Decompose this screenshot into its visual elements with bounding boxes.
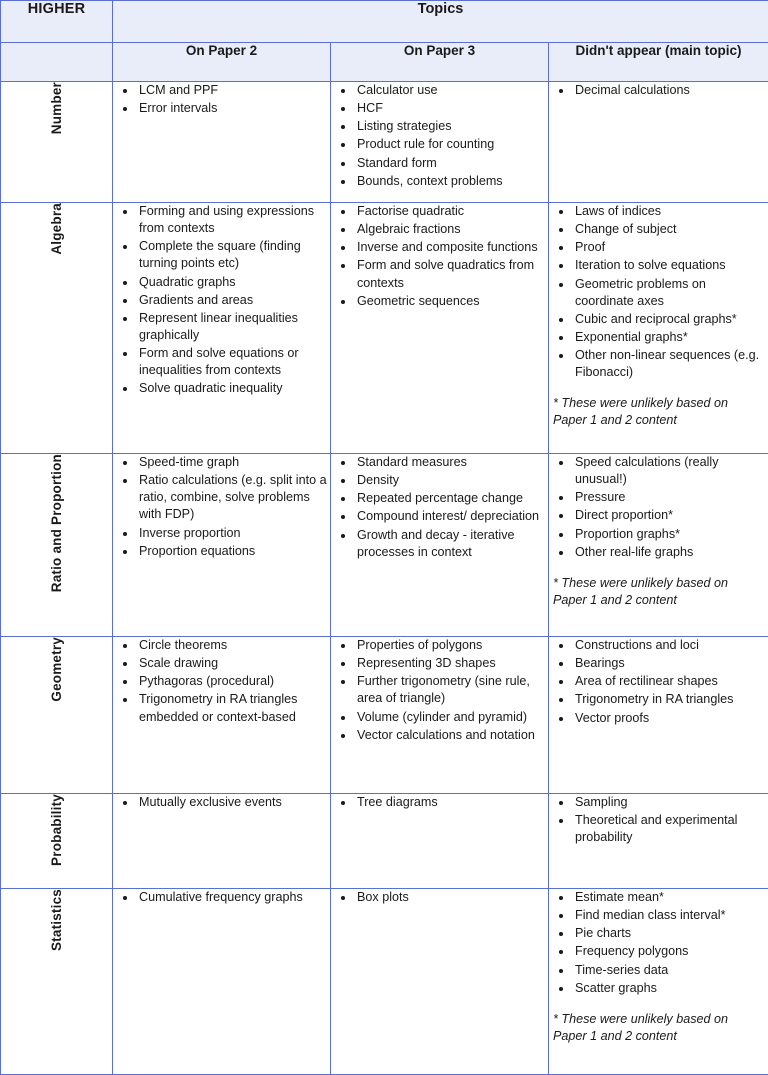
cell-probability-paper3 <box>331 794 549 889</box>
cell-number-paper2 <box>113 82 331 203</box>
list-item: • Other non-linear sequences (e.g. Fibonacci) <box>573 347 768 381</box>
list-item: • Sampling <box>573 794 768 811</box>
header-row-top <box>1 1 768 43</box>
list-item: • Vector calculations and notation <box>355 727 548 744</box>
list-item: • Gradients and areas <box>137 292 330 309</box>
list-item: • Calculator use <box>355 82 548 99</box>
list-item: • Represent linear inequalities graphically <box>137 310 330 344</box>
list-item: • Proof <box>573 239 768 256</box>
topic-list <box>331 82 548 190</box>
list-item: • Growth and decay - iterative processes in context <box>355 527 548 561</box>
topic-list <box>331 637 548 744</box>
cell-ratio-paper2 <box>113 454 331 637</box>
cell-number-absent <box>549 82 768 203</box>
list-item: • Scale drawing <box>137 655 330 672</box>
list-item: • Pythagoras (procedural) <box>137 673 330 690</box>
topic-list <box>331 794 548 811</box>
table-row-number <box>1 82 768 203</box>
list-item: • Other real-life graphs <box>573 544 768 561</box>
row-label-number <box>1 82 113 203</box>
list-item: • Pie charts <box>573 925 768 942</box>
topic-list <box>113 203 330 397</box>
list-item: • Complete the square (finding turning points etc) <box>137 238 330 272</box>
cell-statistics-paper3 <box>331 889 549 1075</box>
list-item: • Exponential graphs* <box>573 329 768 346</box>
cell-algebra-paper3 <box>331 203 549 454</box>
list-item: • Box plots <box>355 889 548 906</box>
cell-geometry-paper3 <box>331 637 549 794</box>
cell-algebra-absent <box>549 203 768 454</box>
cell-probability-paper2 <box>113 794 331 889</box>
list-item: • Error intervals <box>137 100 330 117</box>
list-item: • Forming and using expressions from contexts <box>137 203 330 237</box>
row-label-text: Number <box>49 82 64 134</box>
list-item: • Time-series data <box>573 962 768 979</box>
table-row-statistics <box>1 889 768 1075</box>
list-item: • Quadratic graphs <box>137 274 330 291</box>
list-item: • Density <box>355 472 548 489</box>
list-item: • Vector proofs <box>573 710 768 727</box>
header-higher: HIGHER <box>1 1 113 43</box>
cell-ratio-absent <box>549 454 768 637</box>
list-item: • Representing 3D shapes <box>355 655 548 672</box>
cell-statistics-paper2 <box>113 889 331 1075</box>
table-header <box>1 1 768 82</box>
column-header-didnt-appear: Didn't appear (main topic) <box>549 43 768 82</box>
list-item: • LCM and PPF <box>137 82 330 99</box>
list-item: • Compound interest/ depreciation <box>355 508 548 525</box>
list-item: • Form and solve equations or inequalities from contexts <box>137 345 330 379</box>
header-topics: Topics <box>113 1 768 43</box>
header-row-columns <box>1 43 768 82</box>
topic-list <box>549 637 768 727</box>
topic-list <box>549 454 768 561</box>
table-row-probability <box>1 794 768 889</box>
cell-probability-absent <box>549 794 768 889</box>
list-item: • Geometric sequences <box>355 293 548 310</box>
list-item: • Proportion graphs* <box>573 526 768 543</box>
table-row-algebra <box>1 203 768 454</box>
list-item: • Cumulative frequency graphs <box>137 889 330 906</box>
cell-geometry-paper2 <box>113 637 331 794</box>
list-item: • Factorise quadratic <box>355 203 548 220</box>
list-item: • Properties of polygons <box>355 637 548 654</box>
list-item: • Estimate mean* <box>573 889 768 906</box>
cell-number-paper3 <box>331 82 549 203</box>
list-item: • HCF <box>355 100 548 117</box>
list-item: • Repeated percentage change <box>355 490 548 507</box>
list-item: • Direct proportion* <box>573 507 768 524</box>
row-label-algebra <box>1 203 113 454</box>
list-item: • Trigonometry in RA triangles embedded or context-based <box>137 691 330 725</box>
list-item: • Form and solve quadratics from contexts <box>355 257 548 291</box>
list-item: • Further trigonometry (sine rule, area of triangle) <box>355 673 548 707</box>
list-item: • Solve quadratic inequality <box>137 380 330 397</box>
topic-list <box>331 203 548 310</box>
topic-list <box>331 889 548 906</box>
footnote: * These were unlikely based on Paper 1 and 2 content <box>549 575 768 609</box>
list-item: • Iteration to solve equations <box>573 257 768 274</box>
table-row-geometry <box>1 637 768 794</box>
topic-list <box>549 794 768 846</box>
list-item: • Circle theorems <box>137 637 330 654</box>
list-item: • Standard measures <box>355 454 548 471</box>
row-label-geometry <box>1 637 113 794</box>
row-label-statistics <box>1 889 113 1075</box>
cell-geometry-absent <box>549 637 768 794</box>
list-item: • Ratio calculations (e.g. split into a ratio, combine, solve problems with FDP) <box>137 472 330 523</box>
list-item: • Standard form <box>355 155 548 172</box>
row-label-text: Geometry <box>49 637 64 702</box>
topic-list <box>331 454 548 561</box>
list-item: • Mutually exclusive events <box>137 794 330 811</box>
list-item: • Tree diagrams <box>355 794 548 811</box>
topic-list <box>113 454 330 560</box>
header-spacer-cell <box>1 43 113 82</box>
list-item: • Listing strategies <box>355 118 548 135</box>
row-label-text: Statistics <box>49 889 64 951</box>
list-item: • Change of subject <box>573 221 768 238</box>
cell-statistics-absent <box>549 889 768 1075</box>
topic-list <box>549 889 768 997</box>
list-item: • Decimal calculations <box>573 82 768 99</box>
list-item: • Pressure <box>573 489 768 506</box>
column-header-on-paper-3: On Paper 3 <box>331 43 549 82</box>
row-label-probability <box>1 794 113 889</box>
table-row-ratio-and-proportion <box>1 454 768 637</box>
list-item: • Inverse proportion <box>137 525 330 542</box>
footnote: * These were unlikely based on Paper 1 and 2 content <box>549 395 768 429</box>
topic-list <box>549 82 768 99</box>
list-item: • Scatter graphs <box>573 980 768 997</box>
row-label-text: Ratio and Proportion <box>49 454 64 592</box>
topic-list <box>113 889 330 906</box>
list-item: • Theoretical and experimental probability <box>573 812 768 846</box>
list-item: • Volume (cylinder and pyramid) <box>355 709 548 726</box>
topic-list <box>113 637 330 726</box>
row-label-text: Probability <box>49 794 64 866</box>
list-item: • Geometric problems on coordinate axes <box>573 276 768 310</box>
topic-list <box>113 82 330 117</box>
list-item: • Speed calculations (really unusual!) <box>573 454 768 488</box>
list-item: • Bounds, context problems <box>355 173 548 190</box>
topic-list <box>549 203 768 381</box>
list-item: • Inverse and composite functions <box>355 239 548 256</box>
list-item: • Speed-time graph <box>137 454 330 471</box>
row-label-text: Algebra <box>49 203 64 255</box>
list-item: • Product rule for counting <box>355 136 548 153</box>
list-item: • Trigonometry in RA triangles <box>573 691 768 708</box>
list-item: • Laws of indices <box>573 203 768 220</box>
list-item: • Find median class interval* <box>573 907 768 924</box>
row-label-ratio-and-proportion <box>1 454 113 637</box>
cell-ratio-paper3 <box>331 454 549 637</box>
list-item: • Frequency polygons <box>573 943 768 960</box>
list-item: • Algebraic fractions <box>355 221 548 238</box>
table-body <box>1 82 768 1075</box>
footnote: * These were unlikely based on Paper 1 and 2 content <box>549 1011 768 1045</box>
list-item: • Constructions and loci <box>573 637 768 654</box>
list-item: • Cubic and reciprocal graphs* <box>573 311 768 328</box>
topic-list <box>113 794 330 811</box>
column-header-on-paper-2: On Paper 2 <box>113 43 331 82</box>
list-item: • Area of rectilinear shapes <box>573 673 768 690</box>
list-item: • Bearings <box>573 655 768 672</box>
list-item: • Proportion equations <box>137 543 330 560</box>
cell-algebra-paper2 <box>113 203 331 454</box>
